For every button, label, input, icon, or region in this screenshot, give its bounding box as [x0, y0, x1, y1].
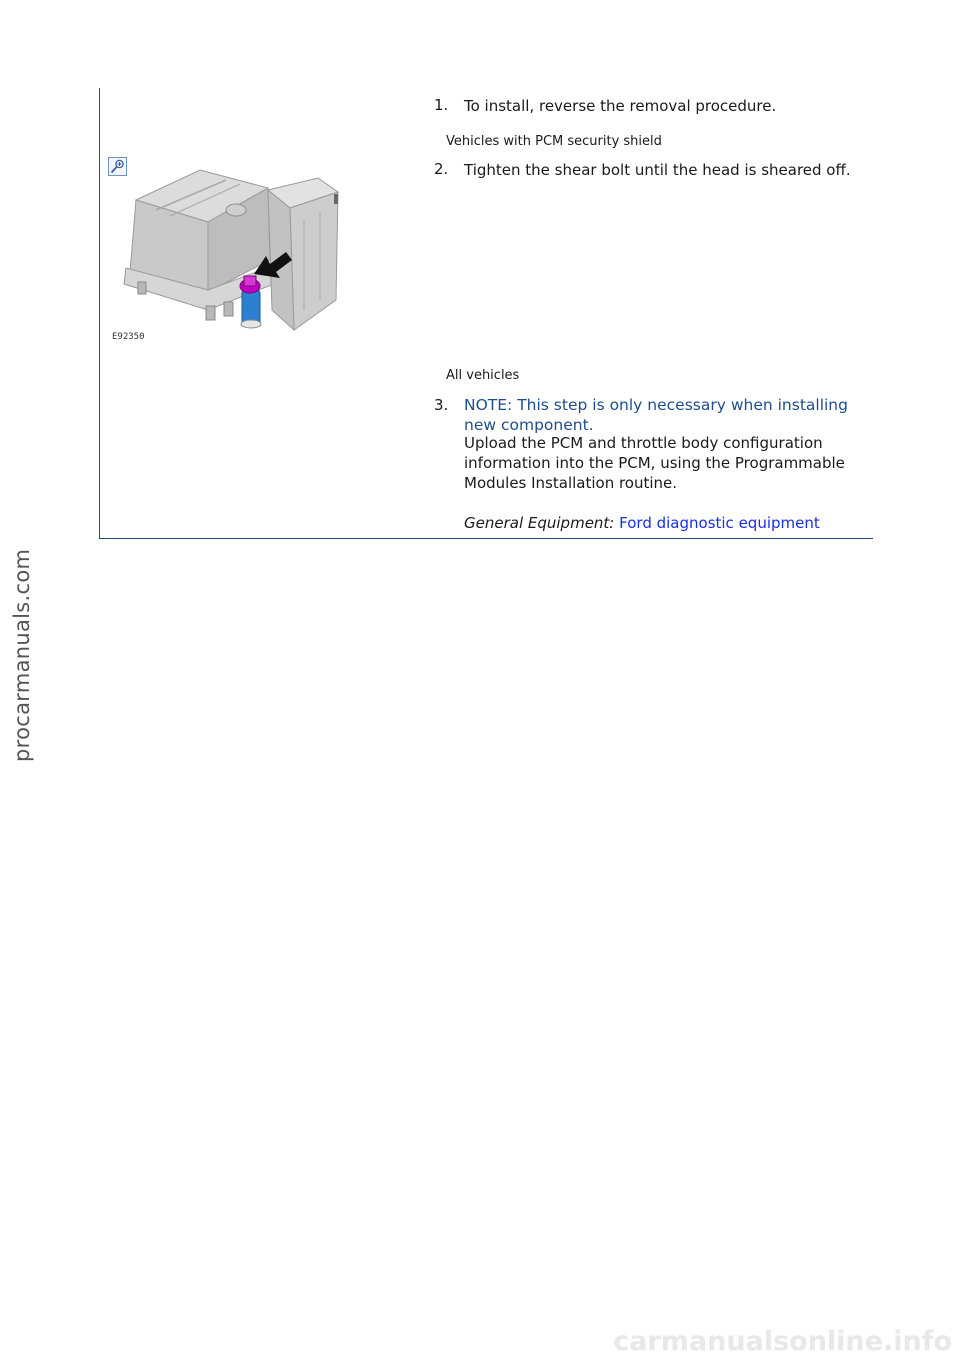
general-equipment [464, 513, 820, 533]
equipment-label: General Equipment: [464, 514, 615, 532]
watermark-left: procarmanuals.com [10, 548, 34, 762]
equipment-link[interactable]: Ford diagnostic equipment [619, 514, 820, 532]
step-3-number: 3. [434, 396, 449, 414]
pcm-illustration[interactable] [108, 160, 343, 345]
condition-pcm-shield: Vehicles with PCM security shield [446, 134, 662, 149]
step-2-text: Tighten the shear bolt until the head is sheared off. [464, 161, 851, 179]
pcm-drawing [108, 160, 343, 345]
step-3-text: Upload the PCM and throttle body configuration information into the PCM, using the Programmable Modules Installation routine. [464, 434, 845, 492]
step-1-number: 1. [434, 96, 449, 114]
step-2-number: 2. [434, 160, 449, 178]
figure-code: E92350 [112, 332, 145, 342]
step-3-note: NOTE: This step is only necessary when installing new component. [464, 396, 848, 434]
condition-all-vehicles: All vehicles [446, 368, 520, 383]
watermark-bottom: carmanualsonline.info [613, 1326, 952, 1357]
step-1-text: To install, reverse the removal procedure. [464, 97, 777, 115]
